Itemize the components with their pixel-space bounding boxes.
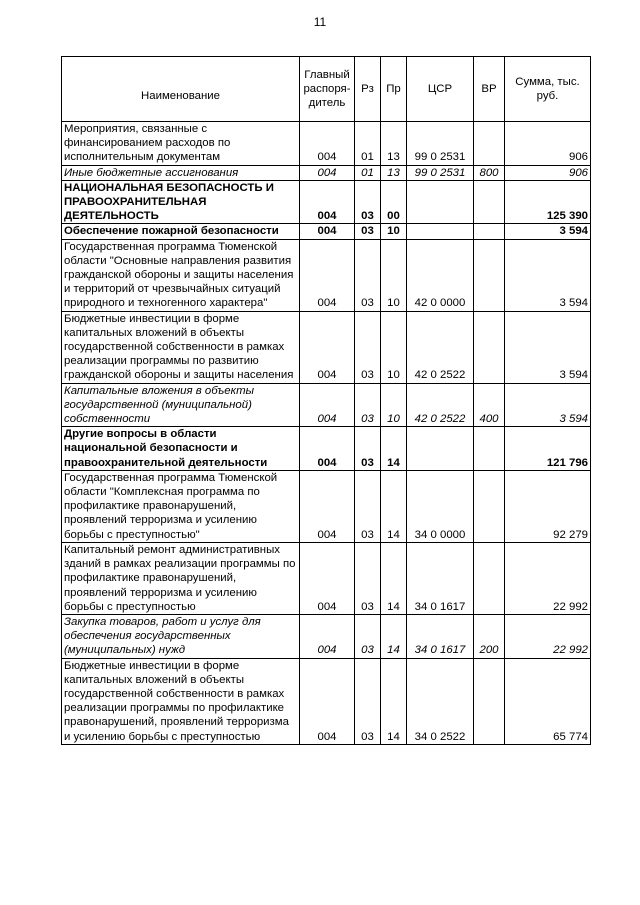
row-name-cell: Государственная программа Тюменской области "Комплексная программа по профилактике правонарушений, проявлений терроризма и усилению борьбы с преступностью" <box>62 470 300 542</box>
row-amount-cell: 92 279 <box>505 470 591 542</box>
row-section-cell: 03 <box>355 180 381 224</box>
row-chief-administrator-cell: 004 <box>300 658 355 744</box>
header-target-article: ЦСР <box>407 57 474 122</box>
page-number: 11 <box>313 15 327 29</box>
row-section-cell: 01 <box>355 165 381 180</box>
row-subsection-cell: 13 <box>381 165 407 180</box>
row-expense-type-cell <box>474 239 505 311</box>
row-expense-type-cell <box>474 224 505 239</box>
row-section-cell: 03 <box>355 311 381 383</box>
row-section-cell: 03 <box>355 427 381 471</box>
table-row <box>62 470 591 542</box>
row-section-cell: 03 <box>355 224 381 239</box>
row-amount-cell: 906 <box>505 165 591 180</box>
row-subsection-cell: 14 <box>381 470 407 542</box>
row-subsection-cell: 10 <box>381 239 407 311</box>
table-row <box>62 165 591 180</box>
header-name: Наименование <box>62 57 300 122</box>
row-target-article-cell: 99 0 2531 <box>407 122 474 166</box>
row-section-cell: 03 <box>355 658 381 744</box>
row-chief-administrator-cell: 004 <box>300 224 355 239</box>
row-chief-administrator-cell: 004 <box>300 122 355 166</box>
row-expense-type-cell <box>474 658 505 744</box>
row-chief-administrator-cell: 004 <box>300 383 355 427</box>
row-amount-cell: 121 796 <box>505 427 591 471</box>
row-expense-type-cell <box>474 470 505 542</box>
table-row <box>62 239 591 311</box>
row-amount-cell: 3 594 <box>505 383 591 427</box>
row-name-cell: Мероприятия, связанные с финансированием расходов по исполнительным документам <box>62 122 300 166</box>
header-subsection: Пр <box>381 57 407 122</box>
row-chief-administrator-cell: 004 <box>300 311 355 383</box>
row-section-cell: 03 <box>355 542 381 614</box>
row-name-cell: Капитальный ремонт административных зданий в рамках реализации программы по профилактике правонарушений, проявлений терроризма и усилению борьбы с преступностью <box>62 542 300 614</box>
row-target-article-cell <box>407 224 474 239</box>
row-expense-type-cell: 200 <box>474 614 505 658</box>
row-expense-type-cell <box>474 180 505 224</box>
table-row <box>62 224 591 239</box>
table-body <box>62 122 591 745</box>
header-section: Рз <box>355 57 381 122</box>
row-chief-administrator-cell: 004 <box>300 427 355 471</box>
row-expense-type-cell <box>474 311 505 383</box>
table-row <box>62 311 591 383</box>
row-name-cell: Капитальные вложения в объекты государственной (муниципальной) собственности <box>62 383 300 427</box>
row-subsection-cell: 13 <box>381 122 407 166</box>
header-amount: Сумма, тыс. руб. <box>505 57 591 122</box>
row-expense-type-cell <box>474 122 505 166</box>
row-amount-cell: 906 <box>505 122 591 166</box>
row-subsection-cell: 14 <box>381 658 407 744</box>
row-chief-administrator-cell: 004 <box>300 614 355 658</box>
row-subsection-cell: 14 <box>381 542 407 614</box>
table-row <box>62 180 591 224</box>
row-target-article-cell: 34 0 0000 <box>407 470 474 542</box>
row-section-cell: 03 <box>355 470 381 542</box>
header-expense-type: ВР <box>474 57 505 122</box>
table-row <box>62 122 591 166</box>
row-target-article-cell <box>407 180 474 224</box>
row-target-article-cell <box>407 427 474 471</box>
row-expense-type-cell <box>474 542 505 614</box>
table-row <box>62 383 591 427</box>
row-name-cell: Государственная программа Тюменской области "Основные направления развития гражданской обороны и защиты населения и территорий от чрезвычайных ситуаций природного и техногенного характера" <box>62 239 300 311</box>
header-chief-administrator: Главный распоря-дитель <box>300 57 355 122</box>
row-expense-type-cell: 400 <box>474 383 505 427</box>
budget-table <box>61 56 591 745</box>
row-target-article-cell: 99 0 2531 <box>407 165 474 180</box>
row-amount-cell: 3 594 <box>505 239 591 311</box>
row-expense-type-cell <box>474 427 505 471</box>
row-expense-type-cell: 800 <box>474 165 505 180</box>
row-name-cell: Бюджетные инвестиции в форме капитальных вложений в объекты государственной собственности в рамках реализации программы по развитию гражданской обороны и защиты населения <box>62 311 300 383</box>
row-target-article-cell: 34 0 1617 <box>407 614 474 658</box>
row-chief-administrator-cell: 004 <box>300 470 355 542</box>
row-name-cell: Другие вопросы в области национальной безопасности и правоохранительной деятельности <box>62 427 300 471</box>
table-row <box>62 427 591 471</box>
row-chief-administrator-cell: 004 <box>300 239 355 311</box>
row-section-cell: 01 <box>355 122 381 166</box>
table-row <box>62 614 591 658</box>
row-name-cell: Обеспечение пожарной безопасности <box>62 224 300 239</box>
row-target-article-cell: 42 0 0000 <box>407 239 474 311</box>
row-section-cell: 03 <box>355 614 381 658</box>
row-amount-cell: 22 992 <box>505 542 591 614</box>
row-target-article-cell: 34 0 1617 <box>407 542 474 614</box>
row-subsection-cell: 10 <box>381 311 407 383</box>
row-chief-administrator-cell: 004 <box>300 180 355 224</box>
row-subsection-cell: 14 <box>381 614 407 658</box>
row-amount-cell: 65 774 <box>505 658 591 744</box>
row-name-cell: НАЦИОНАЛЬНАЯ БЕЗОПАСНОСТЬ И ПРАВООХРАНИТЕЛЬНАЯ ДЕЯТЕЛЬНОСТЬ <box>62 180 300 224</box>
row-amount-cell: 3 594 <box>505 311 591 383</box>
row-name-cell: Закупка товаров, работ и услуг для обеспечения государственных (муниципальных) нужд <box>62 614 300 658</box>
row-target-article-cell: 42 0 2522 <box>407 383 474 427</box>
row-amount-cell: 3 594 <box>505 224 591 239</box>
row-target-article-cell: 34 0 2522 <box>407 658 474 744</box>
row-chief-administrator-cell: 004 <box>300 165 355 180</box>
row-subsection-cell: 10 <box>381 224 407 239</box>
table-header <box>62 57 591 122</box>
row-name-cell: Бюджетные инвестиции в форме капитальных вложений в объекты государственной собственности в рамках реализации программы по профилактике правонарушений, проявлений терроризма и усилению борьбы с преступностью <box>62 658 300 744</box>
row-section-cell: 03 <box>355 383 381 427</box>
row-subsection-cell: 14 <box>381 427 407 471</box>
row-name-cell: Иные бюджетные ассигнования <box>62 165 300 180</box>
row-target-article-cell: 42 0 2522 <box>407 311 474 383</box>
table-row <box>62 542 591 614</box>
row-subsection-cell: 00 <box>381 180 407 224</box>
row-amount-cell: 22 992 <box>505 614 591 658</box>
table-row <box>62 658 591 744</box>
row-chief-administrator-cell: 004 <box>300 542 355 614</box>
row-amount-cell: 125 390 <box>505 180 591 224</box>
row-subsection-cell: 10 <box>381 383 407 427</box>
row-section-cell: 03 <box>355 239 381 311</box>
